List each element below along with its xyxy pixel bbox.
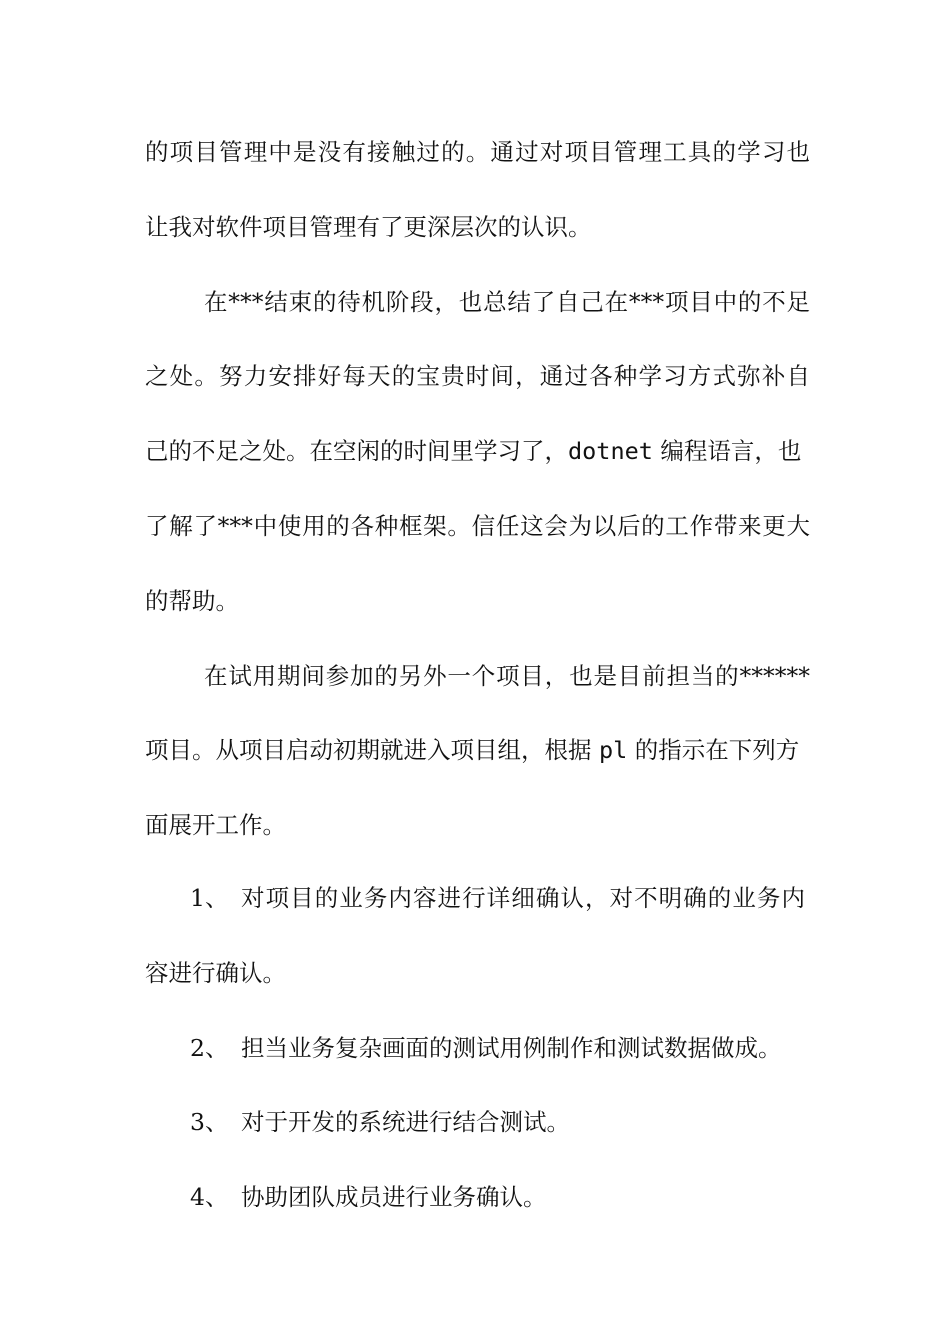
paragraph-2-line-4: 了解了***中使用的各种框架。信任这会为以后的工作带来更大 bbox=[145, 512, 810, 540]
list-item-3-text: 对于开发的系统进行结合测试。 bbox=[241, 1108, 570, 1136]
list-item-4-text: 协助团队成员进行业务确认。 bbox=[241, 1183, 547, 1211]
paragraph-3-line-2-text-end: 的指示在下列方 bbox=[627, 736, 800, 764]
list-item-4-number: 4、 bbox=[190, 1183, 229, 1211]
paragraph-2-line-3 bbox=[145, 434, 810, 468]
paragraph-3-line-3: 面展开工作。 bbox=[145, 811, 286, 839]
paragraph-3-line-2-text-start: 项目。从项目启动初期就进入项目组，根据 bbox=[145, 736, 599, 764]
list-item-3-number: 3、 bbox=[190, 1108, 229, 1136]
paragraph-2-line-5: 的帮助。 bbox=[145, 587, 239, 615]
paragraph-2-line-2: 之处。努力安排好每天的宝贵时间，通过各种学习方式弥补自 bbox=[145, 362, 810, 390]
paragraph-3-line-2 bbox=[145, 733, 810, 767]
list-item-1-number: 1、 bbox=[190, 884, 229, 912]
paragraph-2-code-term: dotnet bbox=[568, 437, 653, 465]
list-item-2-text: 担当业务复杂画面的测试用例制作和测试数据做成。 bbox=[241, 1034, 782, 1062]
paragraph-2-line-3-text-end: 编程语言，也 bbox=[652, 437, 802, 465]
list-item-2-number: 2、 bbox=[190, 1034, 229, 1062]
list-item-1-text: 对项目的业务内容进行详细确认，对不明确的业务内 bbox=[241, 884, 805, 912]
paragraph-1-line-1: 的项目管理中是没有接触过的。通过对项目管理工具的学习也 bbox=[145, 138, 810, 166]
paragraph-1-line-2: 让我对软件项目管理有了更深层次的认识。 bbox=[145, 213, 592, 241]
paragraph-3-line-1: 在试用期间参加的另外一个项目，也是目前担当的****** bbox=[204, 662, 810, 690]
paragraph-3-code-term: pl bbox=[598, 736, 628, 764]
paragraph-2-line-3-text-start: 己的不足之处。在空闲的时间里学习了， bbox=[145, 437, 568, 465]
paragraph-2-line-1: 在***结束的待机阶段，也总结了自己在***项目中的不足 bbox=[204, 288, 810, 316]
list-item-1-continuation: 容进行确认。 bbox=[145, 959, 286, 987]
